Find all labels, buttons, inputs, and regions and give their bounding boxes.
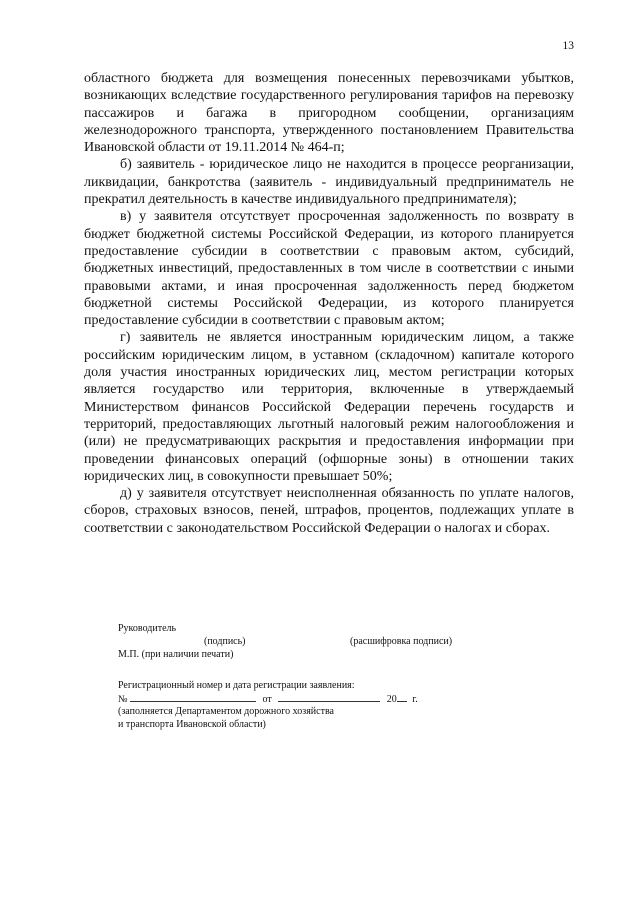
year-prefix: 20 (386, 694, 397, 705)
paragraph-continuation: областного бюджета для возмещения понесенных перевозчиками убытков, возникающих вследствие государственного регулирования тарифов на перевозку пассажиров и багажа в пригородном сообщении, организациям железнодорожного транспорта, утвержденного постановлением Правительства Ивановской области от 19.11.2014 № 464-п; (84, 71, 574, 156)
number-label: № (118, 694, 128, 705)
date-blank (278, 692, 380, 702)
paragraph-g: г) заявитель не является иностранным юридическим лицом, а также российским юридическим лицом, в уставном (складочном) капитале которого доля участия иностранных юридических лиц, местом регистрации которых является государство или территория, включенные в утверждаемый Министерством финансов Российской Федерации перечень государств и территорий, предоставляющих льготный налоговый режим налогообложения и (или) не предусматривающих раскрытия и предоставления информации при проведении финансовых операций (офшорные зоны) в отношении таких юридических лиц, в совокупности превышает 50%; (84, 330, 574, 484)
page-number: 13 (562, 40, 574, 52)
number-blank (130, 692, 256, 702)
registration-line (118, 692, 498, 705)
year-suffix: г. (412, 694, 418, 705)
signature-form (118, 622, 498, 731)
registration-title: Регистрационный номер и дата регистрации заявления: (118, 680, 355, 691)
signature-caption: (подпись) (204, 636, 246, 647)
date-from-label: от (262, 694, 272, 705)
body-text (84, 70, 574, 537)
signature-captions (118, 635, 498, 648)
stamp-label: М.П. (при наличии печати) (118, 649, 234, 660)
paragraph-v: в) у заявителя отсутствует просроченная задолженность по возврату в бюджет бюджетной системы Российской Федерации, из которого планируется предоставление субсидии в соответствии с правовым актом, субсидий, бюджетных инвестиций, предоставленных в том числе в соответствии с иными правовыми актами, и иная просроченная задолженность перед бюджетом бюджетной системы Российской Федерации, из которого планируется предоставление субсидии в соответствии с правовым актом; (84, 209, 574, 329)
paragraph-d: д) у заявителя отсутствует неисполненная обязанность по уплате налогов, сборов, страховых взносов, пеней, штрафов, процентов, подлежащих уплате в соответствии с законодательством Российской Федерации о налогах и сборах. (84, 486, 574, 536)
rukovoditel-label: Руководитель (118, 623, 177, 634)
signature-decoding-caption: (расшифровка подписи) (350, 636, 453, 647)
registration-note-1: (заполняется Департаментом дорожного хозяйства (118, 706, 334, 717)
year-blank (397, 692, 407, 702)
registration-note-2: и транспорта Ивановской области) (118, 719, 266, 730)
paragraph-b: б) заявитель - юридическое лицо не находится в процессе реорганизации, ликвидации, банкротства (заявитель - индивидуальный предприниматель не прекратил деятельность в качестве индивидуального предпринимателя); (84, 157, 574, 208)
